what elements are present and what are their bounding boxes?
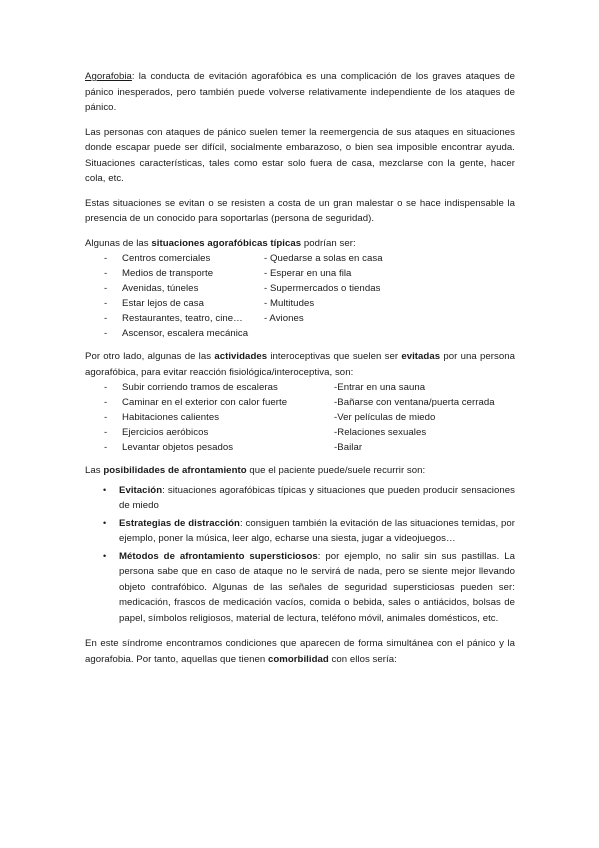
bullet-body: : situaciones agorafóbicas típicas y situaciones que pueden producir sensaciones de miedo [119,484,515,511]
coping-strategies-list [85,483,515,627]
bullet-marker: • [103,550,107,561]
dash-marker: - [104,427,108,438]
list-item-left: Ascensor, escalera mecánica [122,328,249,339]
paragraph-situations: Las personas con ataques de pánico suelen temer la reemergencia de sus ataques en situaciones donde escapar puede ser difícil, socialmente embarazoso, o bien sea imposible encontrar ayuda. Situaciones características, tales como estar solo fuera de casa, mezclarse con la gente, hacer cola, etc. [85,126,515,184]
bullet-heading: Métodos de afrontamiento supersticiosos [119,550,318,562]
text-span: por una persona agorafóbica, para evitar reacción fisiológica/interoceptiva, son: [85,351,515,378]
dash-marker: - [104,298,108,309]
bold-term: posibilidades de afrontamiento [103,465,247,476]
paragraph-comorbidity [85,636,515,667]
list-item-right: -Bañarse con ventana/puerta cerrada [334,397,495,408]
list-item-right: -Ver películas de miedo [334,412,436,423]
typical-situations-list [85,251,515,341]
list-item-right: - Quedarse a solas en casa [264,253,383,264]
paragraph-agorafobia [85,69,515,116]
term-agorafobia: Agorafobia [85,71,132,82]
bullet-heading: Estrategias de distracción [119,517,240,529]
list-item-left: Caminar en el exterior con calor fuerte [122,397,288,408]
text-span: Las [85,465,104,476]
list-item-left: Avenidas, túneles [122,283,199,294]
list-item-left: Estar lejos de casa [122,298,205,309]
bullet-text [119,483,515,514]
paragraph-typical-situations-intro [85,236,515,252]
text-span: Por otro lado, algunas de las [85,351,215,362]
text-span: Algunas de las [85,237,152,249]
list-item [85,281,515,296]
list-item-left: Ejercicios aeróbicos [122,427,209,438]
dash-marker: - [104,313,108,324]
list-item-right: -Relaciones sexuales [334,427,427,438]
list-item-right: -Bailar [334,442,363,453]
text-span: interoceptivas que suelen ser [267,351,402,362]
bullet-body: : consiguen también la evitación de las situaciones temidas, por ejemplo, poner la música, leer algo, echarse una siesta, jugar a videojuegos… [119,517,515,544]
list-item [85,251,515,266]
avoided-activities-list [85,380,515,455]
bullet-item [85,483,515,514]
dash-marker: - [104,412,108,423]
dash-marker: - [104,397,108,408]
list-item-left: Centros comerciales [122,253,211,264]
dash-marker: - [104,253,108,264]
list-item-right: - Aviones [264,313,304,324]
dash-marker: - [104,442,108,453]
list-item-right: - Supermercados o tiendas [264,283,381,294]
dash-marker: - [104,382,108,393]
bold-term: actividades [214,351,268,362]
bold-term: evitadas [401,351,441,362]
agorafobia-definition: : la conducta de evitación agorafóbica es una complicación de los graves ataques de pánico inesperados, pero también puede volverse relativamente independiente de los ataques de pánico. [85,71,515,113]
list-item [85,425,515,440]
bullet-marker: • [103,517,107,528]
list-item [85,326,515,341]
bullet-text [119,516,515,547]
text-span: con ellos sería: [328,653,397,665]
list-item-left: Restaurantes, teatro, cine… [122,313,243,324]
list-item [85,266,515,281]
list-item-left: Subir corriendo tramos de escaleras [122,382,278,393]
document-body [85,69,515,667]
bullet-marker: • [103,484,107,495]
bullet-body: : por ejemplo, no salir sin sus pastillas. La persona sabe que en caso de ataque no le servirá de nada, pero se siente mejor llevando objeto contrafóbico. Algunas de las señales de seguridad supersticiosas pueden ser: medicación, frascos de medicación vacíos, comida o bebida, sales o antiácidos, bolsas de papel, símbolos religiosos, material de lectura, teléfono móvil, animales domésticos, etc. [119,550,515,624]
list-item-right: - Multitudes [264,298,315,309]
text-span: podrían ser: [301,237,356,249]
text-span: que el paciente puede/suele recurrir son: [246,465,426,476]
bullet-text [119,549,515,627]
bullet-heading: Evitación [119,484,163,496]
paragraph-interoceptive-intro [85,349,515,380]
list-item [85,440,515,455]
text-span: En este síndrome encontramos condiciones que aparecen de forma simultánea con el pánico y la agorafobia. Por tanto, aquellas que tienen [85,638,515,665]
list-item-left: Medios de transporte [122,268,214,279]
bold-term: situaciones agorafóbicas típicas [151,237,302,249]
bold-term: comorbilidad [267,653,329,665]
paragraph-avoidance: Estas situaciones se evitan o se resisten a costa de un gran malestar o se hace indispensable la presencia de un conocido para soportarlas (persona de seguridad). [85,197,515,224]
list-item [85,311,515,326]
dash-marker: - [104,328,108,339]
dash-marker: - [104,268,108,279]
list-item-left: Levantar objetos pesados [122,442,234,453]
bullet-item [85,516,515,547]
list-item [85,410,515,425]
list-item-left: Habitaciones calientes [122,412,220,423]
list-item [85,296,515,311]
dash-marker: - [104,283,108,294]
bullet-item [85,549,515,627]
list-item [85,395,515,410]
paragraph-coping-intro [85,463,515,479]
list-item-right: - Esperar en una fila [264,268,352,279]
list-item-right: -Entrar en una sauna [334,382,426,393]
list-item [85,380,515,395]
